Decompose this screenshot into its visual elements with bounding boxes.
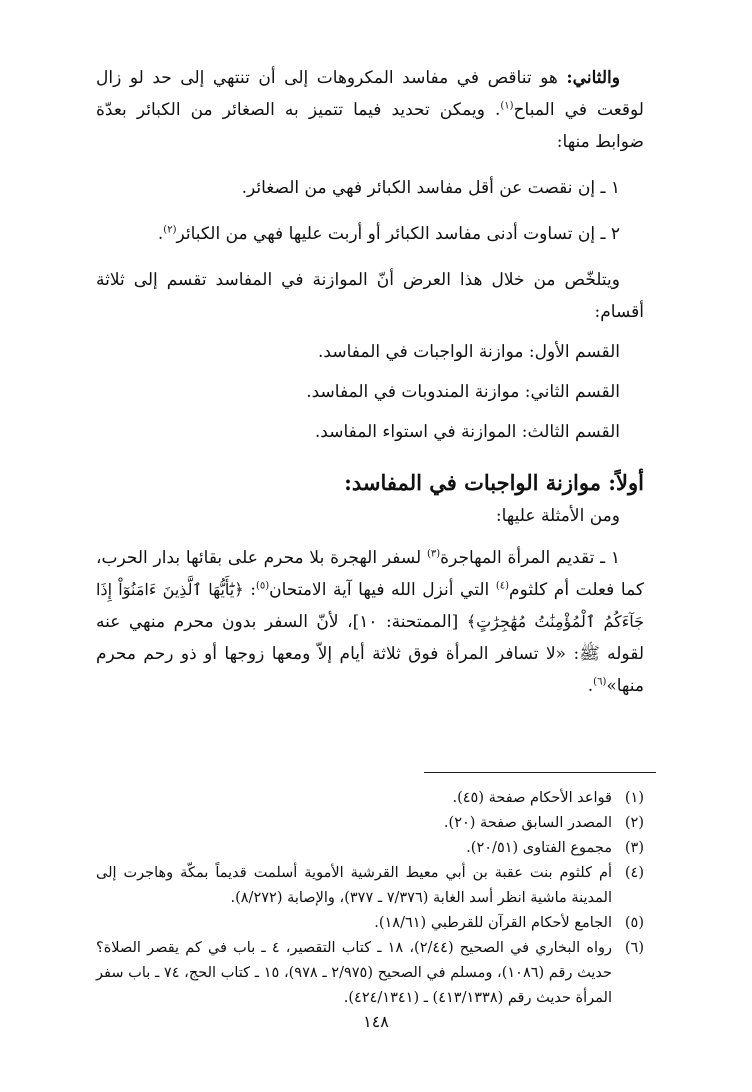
example-text: ١ ـ تقديم المرأة المهاجرة <box>440 548 620 568</box>
footnote-text: المصدر السابق صفحة (٢٠). <box>443 815 612 831</box>
rule-2-text: ٢ ـ إن تساوت أدنى مفاسد الكبائر أو أربت عليها فهي من الكبائر <box>176 224 620 244</box>
summary-paragraph: ويتلخّص من خلال هذا العرض أنّ الموازنة في المفاسد تقسم إلى ثلاثة أقسام: <box>96 270 644 322</box>
page-number: ١٤٨ <box>363 1012 389 1031</box>
rule-1: ١ ـ إن نقصت عن أقل مفاسد الكبائر فهي من الصغائر. <box>241 178 620 198</box>
footnote-1 <box>96 786 644 811</box>
footnote-number: (١) <box>624 790 644 806</box>
footnote-4 <box>96 861 644 911</box>
footnote-ref-1: (١) <box>500 100 514 112</box>
footnotes <box>96 786 644 1011</box>
footnote-number: (٢) <box>624 815 644 831</box>
paragraph-text: هو تناقص في مفاسد المكروهات إلى أن تنتهي إلى حد لو زال لوقعت في المباح <box>96 68 644 120</box>
paragraph-second-category <box>96 62 644 158</box>
rule-2-end: . <box>157 224 164 244</box>
footnote-3 <box>96 836 644 861</box>
footnote-ref-6: (٦) <box>593 676 607 688</box>
footnote-text: رواه البخاري في الصحيح (٢/٤٤)، ١٨ ـ كتاب التقصير، ٤ ـ باب في كم يقصر الصلاة؟ حديث رقم (١٠٨٦)، ومسلم في الصحيح (٢/٩٧٥ ـ ٩٧٨)، ١٥ ـ كتاب الحج، ٧٤ ـ باب سفر المرأة حديث رقم (٤١٣/١٣٣٨) ـ (٤٢٤/١٣٤١). <box>96 940 612 1006</box>
example-text: : <box>243 580 256 600</box>
rule-2 <box>96 218 644 250</box>
examples-intro: ومن الأمثلة عليها: <box>495 506 620 526</box>
section-item-1: القسم الأول: موازنة الواجبات في المفاسد. <box>318 342 620 362</box>
footnote-ref-4: (٤) <box>495 580 510 592</box>
example-text: لسفر الهجرة بلا محرم على بقائها بدار الحرب، كما فعلت أم كلثوم <box>96 548 644 600</box>
footnote-5 <box>96 911 644 936</box>
footnote-divider <box>424 772 656 773</box>
footnote-text: مجموع الفتاوى (٢٠/٥١). <box>466 840 612 856</box>
example-1 <box>96 542 644 702</box>
paragraph-text: . ويمكن تحديد فيما تتميز به الصغائر من الكبائر بعدّة ضوابط منها: <box>96 100 644 152</box>
footnote-text: الجامع لأحكام القرآن للقرطبي (١٨/٦١). <box>374 915 612 931</box>
footnote-number: (٣) <box>624 840 644 856</box>
example-text: التي أنزل الله فيها آية الامتحان <box>269 580 496 600</box>
example-text: [الممتحنة: ١٠]، لأنّ السفر بدون محرم منهي عنه لقوله ﷺ: «لا تسافر المرأة فوق ثلاثة أيام إلاّ ومعها زوجها أو ذو رحم محرم منها» <box>96 612 644 696</box>
section-item-2: القسم الثاني: موازنة المندوبات في المفاسد. <box>306 382 620 402</box>
footnote-6 <box>96 936 644 1011</box>
footnote-ref-3: (٣) <box>426 548 441 560</box>
lead-term: والثاني: <box>566 68 620 88</box>
footnote-ref-2: (٢) <box>163 224 177 236</box>
footnote-number: (٥) <box>624 915 644 931</box>
section-item-3: القسم الثالث: الموازنة في استواء المفاسد. <box>314 422 620 442</box>
quran-verse: ﴿يَٰٓأَيُّهَا ٱلَّذِينَ ءَامَنُوٓاْ إِذَا جَآءَكُمُ ٱلْمُؤْمِنَٰتُ مُهَٰجِرَٰتٍ﴾ <box>96 580 644 631</box>
footnote-text: أم كلثوم بنت عقبة بن أبي معيط القرشية الأموية أسلمت قديماً بمكّة وهاجرت إلى المدينة ماشية انظر أسد الغابة (٧/٣٧٦ ـ ٣٧٧)، والإصابة (٨/٢٧٢). <box>96 865 612 906</box>
footnote-number: (٦) <box>624 940 644 956</box>
page-body <box>96 62 644 702</box>
footnote-number: (٤) <box>624 865 644 881</box>
section-heading: أولاً: موازنة الواجبات في المفاسد: <box>344 470 644 495</box>
footnote-ref-5: (٥) <box>255 580 270 592</box>
footnote-text: قواعد الأحكام صفحة (٤٥). <box>452 790 612 806</box>
footnote-2 <box>96 811 644 836</box>
example-end: . <box>587 676 594 696</box>
